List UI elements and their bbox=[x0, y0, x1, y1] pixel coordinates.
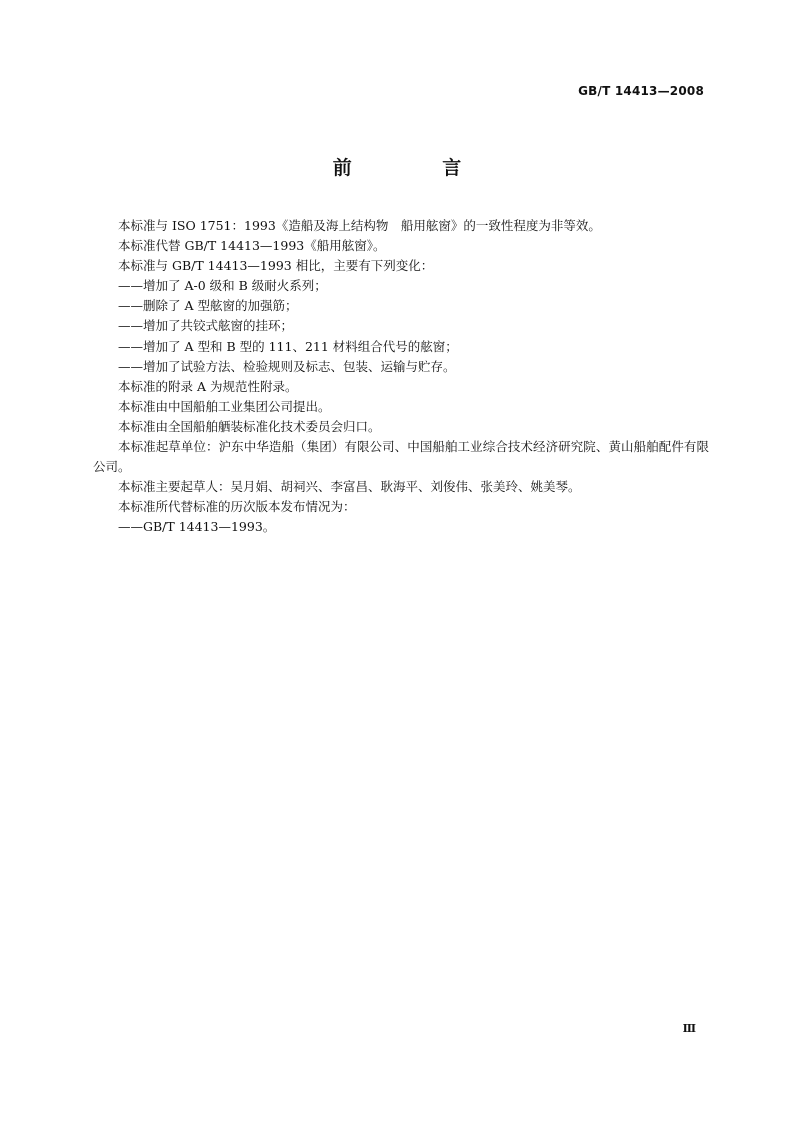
change-list-item: ——删除了 A 型舷窗的加强筋； bbox=[118, 298, 298, 314]
change-list-item: ——增加了 A-0 级和 B 级耐火系列； bbox=[118, 278, 327, 294]
paragraph: 本标准主要起草人：吴月娟、胡祠兴、李富昌、耿海平、刘俊伟、张美玲、姚美琴。 bbox=[118, 479, 581, 495]
standard-code: GB/T 14413—2008 bbox=[578, 84, 704, 98]
paragraph: 本标准与 ISO 1751：1993《造船及海上结构物 船用舷窗》的一致性程度为非等效。 bbox=[118, 218, 601, 233]
paragraph: 本标准起草单位：沪东中华造船（集团）有限公司、中国船舶工业综合技术经济研究院、黄山船舶配件有限公司。 bbox=[93, 439, 709, 475]
page-number: Ⅲ bbox=[682, 1022, 696, 1035]
change-list-item: ——增加了共铰式舷窗的挂环； bbox=[118, 318, 294, 334]
previous-edition-item: ——GB/T 14413—1993。 bbox=[118, 519, 276, 535]
paragraph: 本标准由全国船舶舾装标准化技术委员会归口。 bbox=[118, 418, 381, 434]
paragraph: 本标准的附录 A 为规范性附录。 bbox=[118, 378, 298, 394]
paragraph: 本标准所代替标准的历次版本发布情况为： bbox=[118, 499, 356, 515]
change-list-item: ——增加了 A 型和 B 型的 111、211 材料组合代号的舷窗； bbox=[118, 338, 458, 354]
paragraph: 本标准由中国船舶工业集团公司提出。 bbox=[118, 398, 331, 414]
change-list-item: ——增加了试验方法、检验规则及标志、包装、运输与贮存。 bbox=[118, 358, 456, 374]
paragraph: 本标准代替 GB/T 14413—1993《船用舷窗》。 bbox=[118, 238, 386, 254]
foreword-body bbox=[93, 216, 709, 538]
paragraph: 本标准与 GB/T 14413—1993 相比，主要有下列变化： bbox=[118, 258, 434, 274]
page-title: 前 言 bbox=[332, 157, 504, 179]
